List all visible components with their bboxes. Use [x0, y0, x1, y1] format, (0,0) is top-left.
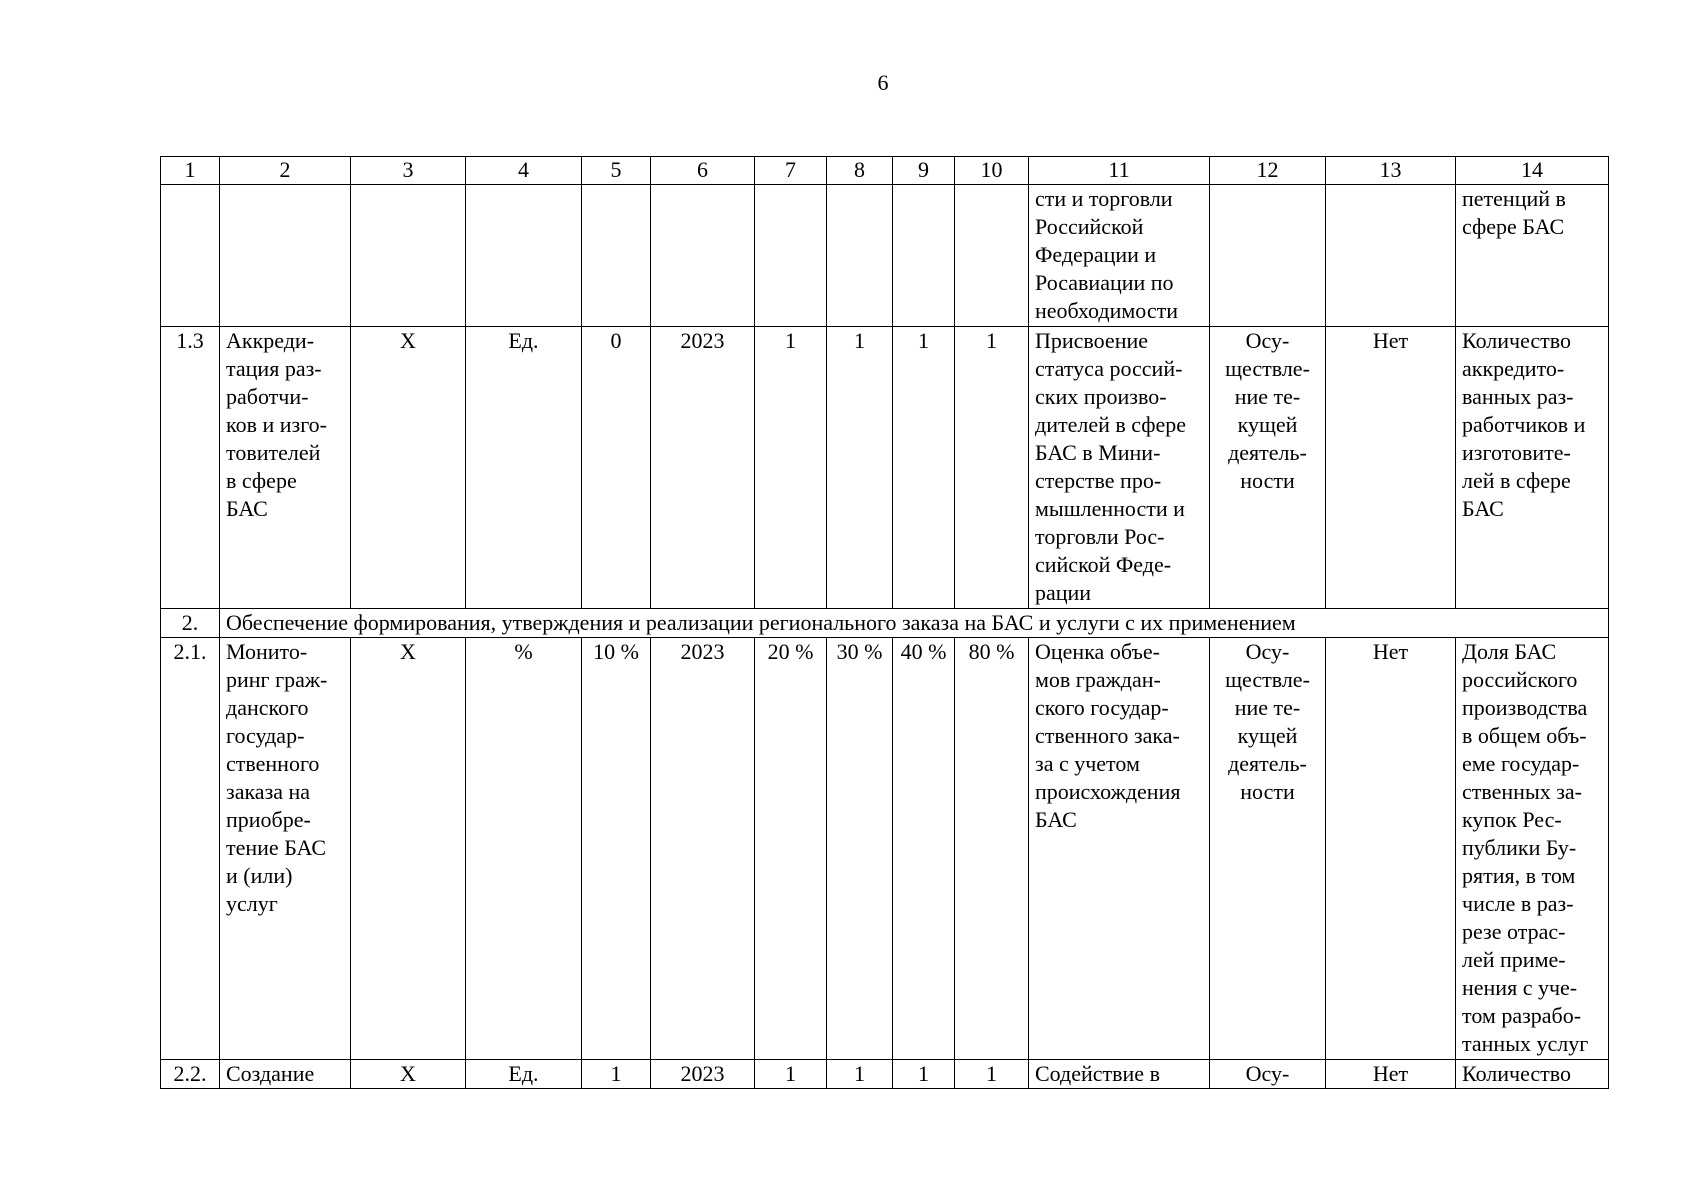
cell-implementation-text: сти и торговли Российской Федерации и Росавиации по необходимости	[1029, 185, 1210, 327]
target-value: 1	[755, 1060, 827, 1089]
cell	[220, 185, 351, 327]
column-number: 5	[582, 157, 651, 185]
cell	[827, 185, 893, 327]
base-year: 2023	[651, 1060, 755, 1089]
measure-name: Монито- ринг граж- данского государ- ственного заказа на приобре- тение БАС и (или) услуг	[220, 638, 351, 1060]
target-value: 20 %	[755, 638, 827, 1060]
base-value: 1	[582, 1060, 651, 1089]
row-number: 2.2.	[161, 1060, 220, 1089]
cell	[161, 185, 220, 327]
cell	[651, 185, 755, 327]
funding-text: Осу- ществле- ние те- кущей деятель- ности	[1210, 638, 1326, 1060]
cell	[1326, 185, 1456, 327]
table-row	[161, 327, 1609, 609]
cell: X	[351, 327, 466, 609]
funding-text: Осу-	[1210, 1060, 1326, 1089]
section-number: 2.	[161, 609, 220, 638]
cell: Нет	[1326, 327, 1456, 609]
cell-indicator-text: петенций в сфере БАС	[1456, 185, 1609, 327]
cell	[893, 185, 955, 327]
cell: Нет	[1326, 1060, 1456, 1089]
column-number: 6	[651, 157, 755, 185]
measure-name: Аккреди- тация раз- работчи- ков и изго- товителей в сфере БАС	[220, 327, 351, 609]
column-number: 1	[161, 157, 220, 185]
target-value: 1	[955, 1060, 1029, 1089]
table-row	[161, 638, 1609, 1060]
base-value: 0	[582, 327, 651, 609]
target-value: 1	[755, 327, 827, 609]
cell	[582, 185, 651, 327]
indicator-text: Количество аккредито- ванных раз- работчиков и изготовите- лей в сфере БАС	[1456, 327, 1609, 609]
base-year: 2023	[651, 638, 755, 1060]
cell	[955, 185, 1029, 327]
column-number: 12	[1210, 157, 1326, 185]
section-row	[161, 609, 1609, 638]
indicator-text: Доля БАС российского производства в общем объ- еме государ- ственных за- купок Рес- публики Бу- рятия, в том числе в раз- резе отрас- лей приме- нения с уче- том разрабо- танных услуг	[1456, 638, 1609, 1060]
column-number: 14	[1456, 157, 1609, 185]
target-value: 80 %	[955, 638, 1029, 1060]
section-title: Обеспечение формирования, утверждения и реализации регионального заказа на БАС и услуги с их применением	[220, 609, 1609, 638]
column-number: 9	[893, 157, 955, 185]
page-number: 6	[877, 70, 889, 95]
column-number: 2	[220, 157, 351, 185]
target-value: 1	[827, 1060, 893, 1089]
indicator-text: Количество	[1456, 1060, 1609, 1089]
implementation-text: Содействие в	[1029, 1060, 1210, 1089]
measure-name: Создание	[220, 1060, 351, 1089]
unit: Ед.	[466, 1060, 582, 1089]
row-number: 1.3	[161, 327, 220, 609]
column-number: 7	[755, 157, 827, 185]
measures-table	[160, 156, 1609, 1089]
cell: X	[351, 638, 466, 1060]
cell: Нет	[1326, 638, 1456, 1060]
column-number: 4	[466, 157, 582, 185]
target-value: 1	[893, 1060, 955, 1089]
column-number: 11	[1029, 157, 1210, 185]
implementation-text: Оценка объе- мов граждан- ского государ- ственного зака- за с учетом происхождения БАС	[1029, 638, 1210, 1060]
column-number-row	[161, 157, 1609, 185]
target-value: 1	[955, 327, 1029, 609]
cell	[351, 185, 466, 327]
cell	[755, 185, 827, 327]
column-number: 10	[955, 157, 1029, 185]
base-value: 10 %	[582, 638, 651, 1060]
implementation-text: Присвоение статуса россий- ских произво- дителей в сфере БАС в Мини- стерстве про- мышленности и торговли Рос- сийской Феде- рации	[1029, 327, 1210, 609]
column-number: 8	[827, 157, 893, 185]
cell	[466, 185, 582, 327]
target-value: 30 %	[827, 638, 893, 1060]
target-value: 1	[893, 327, 955, 609]
cell	[1210, 185, 1326, 327]
unit: %	[466, 638, 582, 1060]
row-number: 2.1.	[161, 638, 220, 1060]
column-number: 3	[351, 157, 466, 185]
unit: Ед.	[466, 327, 582, 609]
base-year: 2023	[651, 327, 755, 609]
table-row	[161, 1060, 1609, 1089]
cell: X	[351, 1060, 466, 1089]
continuation-row	[161, 185, 1609, 327]
target-value: 40 %	[893, 638, 955, 1060]
target-value: 1	[827, 327, 893, 609]
funding-text: Осу- ществле- ние те- кущей деятель- ности	[1210, 327, 1326, 609]
column-number: 13	[1326, 157, 1456, 185]
